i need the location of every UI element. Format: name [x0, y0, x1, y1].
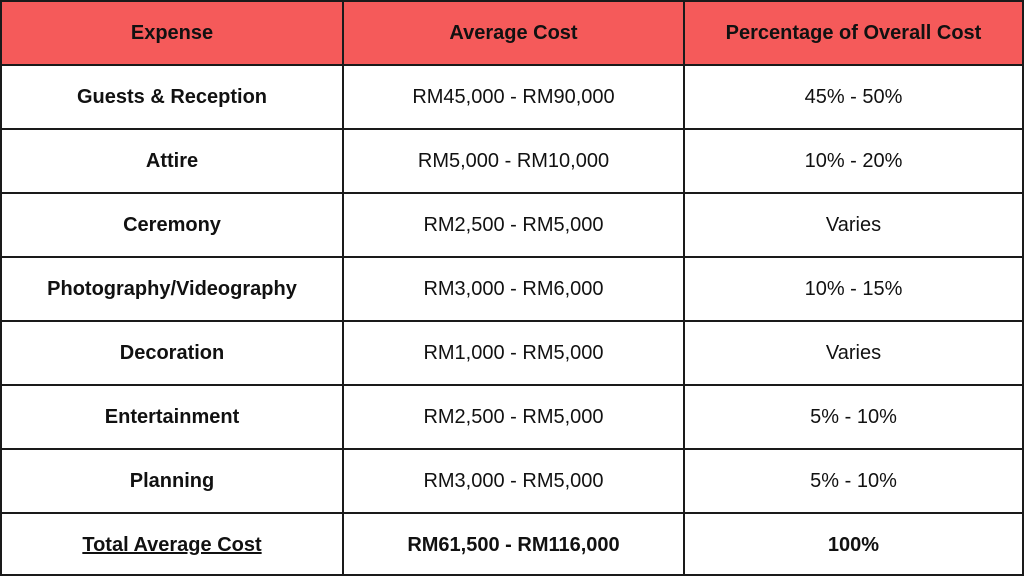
percentage-cell: Varies	[684, 321, 1022, 385]
table-row	[2, 129, 1022, 193]
table-row	[2, 65, 1022, 129]
expense-cell: Decoration	[2, 321, 343, 385]
expense-cell: Attire	[2, 129, 343, 193]
table-row	[2, 449, 1022, 513]
expense-cell: Ceremony	[2, 193, 343, 257]
table-row	[2, 321, 1022, 385]
average-cost-cell: RM3,000 - RM5,000	[343, 449, 684, 513]
average-cost-cell: RM3,000 - RM6,000	[343, 257, 684, 321]
percentage-cell: 45% - 50%	[684, 65, 1022, 129]
total-label-cell	[2, 513, 343, 576]
average-cost-cell: RM2,500 - RM5,000	[343, 385, 684, 449]
average-cost-cell: RM2,500 - RM5,000	[343, 193, 684, 257]
expense-cell: Planning	[2, 449, 343, 513]
average-cost-cell: RM45,000 - RM90,000	[343, 65, 684, 129]
total-label: Total Average Cost	[82, 534, 262, 556]
total-percentage-cell: 100%	[684, 513, 1022, 576]
table-row	[2, 257, 1022, 321]
header-expense: Expense	[2, 2, 343, 65]
percentage-cell: Varies	[684, 193, 1022, 257]
total-average-cost-cell: RM61,500 - RM116,000	[343, 513, 684, 576]
percentage-cell: 10% - 20%	[684, 129, 1022, 193]
expense-cell: Entertainment	[2, 385, 343, 449]
average-cost-cell: RM5,000 - RM10,000	[343, 129, 684, 193]
header-percentage: Percentage of Overall Cost	[684, 2, 1022, 65]
table-row	[2, 193, 1022, 257]
percentage-cell: 5% - 10%	[684, 385, 1022, 449]
percentage-cell: 10% - 15%	[684, 257, 1022, 321]
header-average-cost: Average Cost	[343, 2, 684, 65]
total-row	[2, 513, 1022, 576]
wedding-cost-table	[2, 2, 1022, 576]
table-row	[2, 385, 1022, 449]
expense-cell: Photography/Videography	[2, 257, 343, 321]
average-cost-cell: RM1,000 - RM5,000	[343, 321, 684, 385]
expense-cell: Guests & Reception	[2, 65, 343, 129]
table-header-row	[2, 2, 1022, 65]
percentage-cell: 5% - 10%	[684, 449, 1022, 513]
